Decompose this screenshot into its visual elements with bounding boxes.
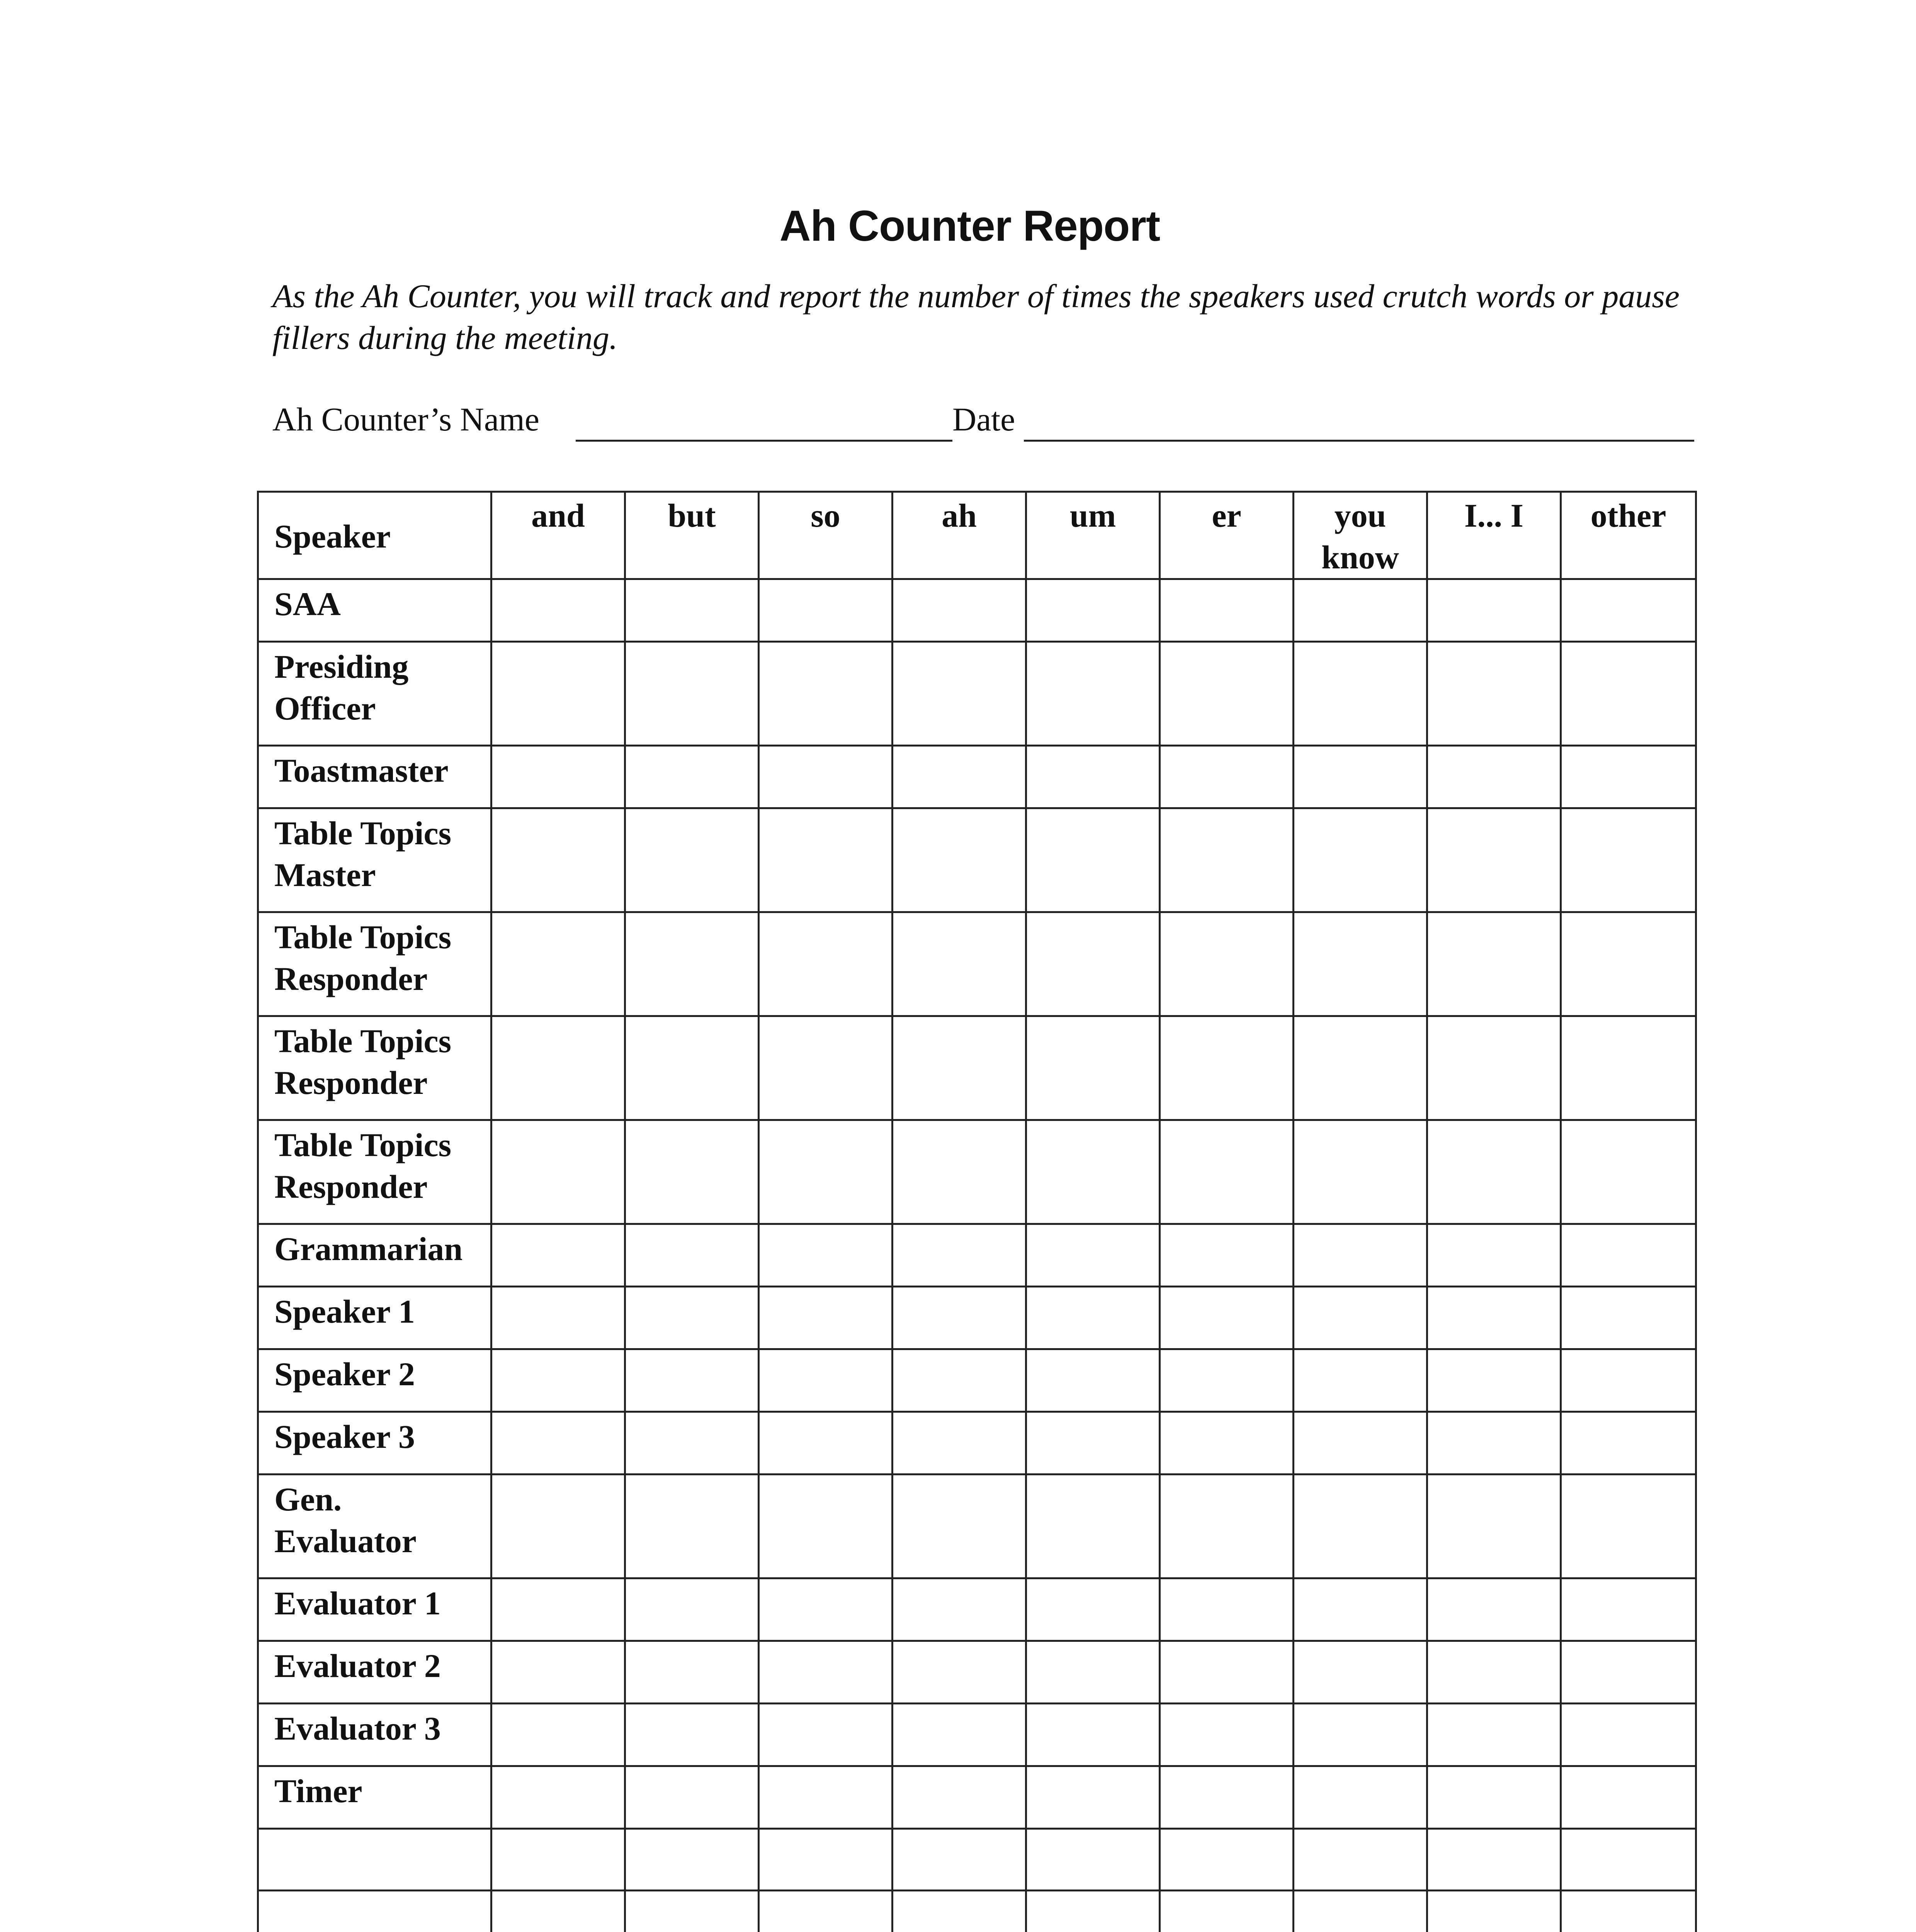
tally-cell[interactable] (625, 912, 759, 1016)
tally-cell[interactable] (1561, 1412, 1696, 1475)
ah-counter-table (257, 491, 1697, 1932)
tally-cell[interactable] (1026, 1120, 1160, 1224)
tally-cell[interactable] (625, 579, 759, 642)
tally-cell[interactable] (1427, 1766, 1561, 1829)
tally-cell[interactable] (1294, 1891, 1427, 1932)
tally-cell[interactable] (1160, 642, 1294, 746)
tally-cell[interactable] (1026, 579, 1160, 642)
tally-cell[interactable] (1026, 1287, 1160, 1349)
speaker-role-cell: Evaluator 2 (258, 1641, 491, 1704)
tally-cell[interactable] (1026, 1829, 1160, 1891)
speaker-role-cell: Presiding Officer (258, 642, 491, 746)
speaker-column-header: Speaker (258, 492, 491, 579)
speaker-role-cell: Grammarian (258, 1224, 491, 1287)
tally-cell[interactable] (625, 1704, 759, 1766)
name-field[interactable] (576, 440, 952, 442)
table-row (258, 1578, 1696, 1641)
tally-cell[interactable] (1160, 579, 1294, 642)
tally-cell[interactable] (1160, 746, 1294, 808)
speaker-role-cell: Timer (258, 1766, 491, 1829)
tally-cell[interactable] (491, 1016, 625, 1120)
tally-cell[interactable] (491, 1287, 625, 1349)
tally-cell[interactable] (625, 1641, 759, 1704)
tally-cell[interactable] (759, 1224, 893, 1287)
tally-cell[interactable] (1427, 1287, 1561, 1349)
tally-cell[interactable] (759, 579, 893, 642)
tally-cell[interactable] (1160, 1120, 1294, 1224)
tally-cell[interactable] (759, 1891, 893, 1932)
tally-cell[interactable] (625, 746, 759, 808)
tally-cell[interactable] (625, 808, 759, 912)
tally-cell[interactable] (1561, 1224, 1696, 1287)
tally-cell[interactable] (1294, 1704, 1427, 1766)
tally-cell[interactable] (1294, 912, 1427, 1016)
column-header: and (491, 492, 625, 579)
tally-cell[interactable] (625, 1412, 759, 1475)
tally-cell[interactable] (1026, 642, 1160, 746)
tally-cell[interactable] (893, 1120, 1026, 1224)
tally-cell[interactable] (1026, 1578, 1160, 1641)
tally-cell[interactable] (1294, 642, 1427, 746)
column-header: er (1160, 492, 1294, 579)
tally-cell[interactable] (893, 1578, 1026, 1641)
date-field[interactable] (1024, 440, 1694, 442)
tally-cell[interactable] (1427, 1224, 1561, 1287)
tally-cell[interactable] (1561, 642, 1696, 746)
tally-cell[interactable] (893, 1704, 1026, 1766)
tally-cell[interactable] (1561, 1120, 1696, 1224)
column-header: other (1561, 492, 1696, 579)
speaker-role-cell: Evaluator 3 (258, 1704, 491, 1766)
tally-cell[interactable] (1561, 1891, 1696, 1932)
tally-cell[interactable] (1294, 1287, 1427, 1349)
tally-cell[interactable] (491, 1641, 625, 1704)
tally-cell[interactable] (893, 1016, 1026, 1120)
tally-cell[interactable] (1026, 1641, 1160, 1704)
tally-cell[interactable] (1294, 1578, 1427, 1641)
table-row (258, 1016, 1696, 1120)
tally-cell[interactable] (1160, 1287, 1294, 1349)
tally-cell[interactable] (1427, 1641, 1561, 1704)
tally-cell[interactable] (1561, 912, 1696, 1016)
tally-cell[interactable] (1427, 746, 1561, 808)
tally-cell[interactable] (1026, 808, 1160, 912)
tally-cell[interactable] (491, 1224, 625, 1287)
tally-cell[interactable] (1026, 1224, 1160, 1287)
tally-cell[interactable] (1160, 1891, 1294, 1932)
speaker-role-cell: Table Topics Responder (258, 912, 491, 1016)
tally-cell[interactable] (625, 1016, 759, 1120)
speaker-role-cell: Speaker 3 (258, 1412, 491, 1475)
tally-cell[interactable] (759, 912, 893, 1016)
tally-cell[interactable] (1160, 1704, 1294, 1766)
tally-cell[interactable] (625, 1224, 759, 1287)
tally-cell[interactable] (1561, 1016, 1696, 1120)
tally-cell[interactable] (893, 1641, 1026, 1704)
tally-cell[interactable] (893, 912, 1026, 1016)
table-row (258, 1891, 1696, 1932)
tally-cell[interactable] (1427, 1578, 1561, 1641)
tally-cell[interactable] (759, 1412, 893, 1475)
tally-cell[interactable] (759, 1016, 893, 1120)
tally-cell[interactable] (759, 1829, 893, 1891)
table-row (258, 1475, 1696, 1578)
tally-cell[interactable] (759, 1766, 893, 1829)
table-row (258, 1287, 1696, 1349)
tally-cell[interactable] (1160, 808, 1294, 912)
tally-cell[interactable] (759, 1641, 893, 1704)
tally-cell[interactable] (491, 1704, 625, 1766)
tally-cell[interactable] (1294, 1412, 1427, 1475)
tally-cell[interactable] (1561, 1475, 1696, 1578)
tally-cell[interactable] (1561, 1578, 1696, 1641)
tally-cell[interactable] (1160, 1349, 1294, 1412)
table-row (258, 808, 1696, 912)
speaker-role-cell: Toastmaster (258, 746, 491, 808)
tally-cell[interactable] (491, 912, 625, 1016)
tally-cell[interactable] (1561, 1766, 1696, 1829)
tally-cell[interactable] (893, 1475, 1026, 1578)
tally-cell[interactable] (1026, 1412, 1160, 1475)
tally-cell[interactable] (625, 1766, 759, 1829)
name-label: Ah Counter’s Name (272, 401, 540, 438)
tally-cell[interactable] (1160, 1016, 1294, 1120)
tally-cell[interactable] (893, 579, 1026, 642)
tally-cell[interactable] (491, 1412, 625, 1475)
tally-cell[interactable] (759, 1578, 893, 1641)
tally-cell[interactable] (1160, 1412, 1294, 1475)
tally-cell[interactable] (1561, 1829, 1696, 1891)
column-header: so (759, 492, 893, 579)
tally-cell[interactable] (1427, 1704, 1561, 1766)
tally-cell[interactable] (1026, 1016, 1160, 1120)
tally-cell[interactable] (1427, 1016, 1561, 1120)
tally-cell[interactable] (1427, 579, 1561, 642)
speaker-role-cell: Table Topics Master (258, 808, 491, 912)
tally-cell[interactable] (1561, 1287, 1696, 1349)
tally-cell[interactable] (1294, 1016, 1427, 1120)
tally-cell[interactable] (1294, 1349, 1427, 1412)
tally-cell[interactable] (625, 1475, 759, 1578)
tally-cell[interactable] (759, 1704, 893, 1766)
speaker-role-cell: Gen. Evaluator (258, 1475, 491, 1578)
tally-cell[interactable] (1026, 912, 1160, 1016)
tally-cell[interactable] (1427, 642, 1561, 746)
speaker-role-cell: Table Topics Responder (258, 1120, 491, 1224)
tally-cell[interactable] (1427, 1829, 1561, 1891)
tally-cell[interactable] (1294, 1641, 1427, 1704)
tally-cell[interactable] (1160, 1224, 1294, 1287)
table-row (258, 1829, 1696, 1891)
tally-cell[interactable] (625, 1120, 759, 1224)
tally-cell[interactable] (1026, 746, 1160, 808)
page-title: Ah Counter Report (779, 202, 1160, 250)
tally-cell[interactable] (1427, 1120, 1561, 1224)
tally-cell[interactable] (625, 1349, 759, 1412)
tally-cell[interactable] (1427, 1891, 1561, 1932)
tally-cell[interactable] (625, 1891, 759, 1932)
tally-cell[interactable] (1561, 746, 1696, 808)
tally-cell[interactable] (759, 1349, 893, 1412)
tally-cell[interactable] (625, 1578, 759, 1641)
tally-cell[interactable] (1427, 1475, 1561, 1578)
tally-cell[interactable] (893, 1766, 1026, 1829)
tally-cell[interactable] (1561, 1704, 1696, 1766)
tally-cell[interactable] (1294, 1475, 1427, 1578)
table-row (258, 1412, 1696, 1475)
table-row (258, 1120, 1696, 1224)
tally-cell[interactable] (759, 1475, 893, 1578)
instructions-text: As the Ah Counter, you will track and report the number of times the speakers used crutch words or pause fillers during the meeting. (272, 277, 1680, 356)
column-header: but (625, 492, 759, 579)
table-row (258, 1224, 1696, 1287)
tally-cell[interactable] (491, 746, 625, 808)
speaker-role-cell (258, 1891, 491, 1932)
tally-cell[interactable] (1160, 912, 1294, 1016)
tally-cell[interactable] (491, 1349, 625, 1412)
table-row (258, 1641, 1696, 1704)
tally-cell[interactable] (491, 808, 625, 912)
tally-cell[interactable] (759, 642, 893, 746)
form-header-fields (272, 398, 1694, 448)
table-row (258, 642, 1696, 746)
tally-cell[interactable] (1294, 1829, 1427, 1891)
tally-cell[interactable] (1160, 1766, 1294, 1829)
tally-cell[interactable] (1427, 1349, 1561, 1412)
tally-cell[interactable] (1160, 1475, 1294, 1578)
tally-cell[interactable] (625, 1829, 759, 1891)
column-header: um (1026, 492, 1160, 579)
tally-cell[interactable] (893, 1891, 1026, 1932)
tally-cell[interactable] (1561, 808, 1696, 912)
speaker-role-cell: Table Topics Responder (258, 1016, 491, 1120)
tally-cell[interactable] (1427, 1412, 1561, 1475)
tally-cell[interactable] (1294, 1766, 1427, 1829)
tally-cell[interactable] (1160, 1829, 1294, 1891)
tally-cell[interactable] (625, 1287, 759, 1349)
column-header: ah (893, 492, 1026, 579)
tally-cell[interactable] (759, 1120, 893, 1224)
tally-cell[interactable] (759, 1287, 893, 1349)
tally-cell[interactable] (893, 1287, 1026, 1349)
speaker-role-cell: Evaluator 1 (258, 1578, 491, 1641)
tally-cell[interactable] (893, 808, 1026, 912)
tally-cell[interactable] (1427, 912, 1561, 1016)
tally-cell[interactable] (893, 1349, 1026, 1412)
tally-cell[interactable] (1026, 1475, 1160, 1578)
tally-cell[interactable] (1026, 1891, 1160, 1932)
tally-cell[interactable] (1427, 808, 1561, 912)
tally-cell[interactable] (491, 1766, 625, 1829)
tally-cell[interactable] (625, 642, 759, 746)
table-header-row (258, 492, 1696, 579)
tally-cell[interactable] (759, 808, 893, 912)
tally-cell[interactable] (893, 1224, 1026, 1287)
speaker-role-cell: Speaker 2 (258, 1349, 491, 1412)
table-body (258, 579, 1696, 1932)
tally-cell[interactable] (491, 1120, 625, 1224)
tally-cell[interactable] (1160, 1578, 1294, 1641)
table-row (258, 579, 1696, 642)
tally-cell[interactable] (1561, 579, 1696, 642)
tally-cell[interactable] (1561, 1349, 1696, 1412)
tally-cell[interactable] (893, 1412, 1026, 1475)
tally-cell[interactable] (1026, 1766, 1160, 1829)
speaker-role-cell: SAA (258, 579, 491, 642)
tally-cell[interactable] (893, 1829, 1026, 1891)
tally-cell[interactable] (491, 1829, 625, 1891)
table-row (258, 746, 1696, 808)
column-header: you know (1294, 492, 1427, 579)
date-label: Date (952, 401, 1015, 438)
tally-cell[interactable] (491, 642, 625, 746)
tally-cell[interactable] (1294, 746, 1427, 808)
tally-cell[interactable] (1561, 1641, 1696, 1704)
tally-cell[interactable] (1294, 579, 1427, 642)
tally-cell[interactable] (491, 1891, 625, 1932)
speaker-role-cell: Speaker 1 (258, 1287, 491, 1349)
tally-cell[interactable] (893, 746, 1026, 808)
tally-cell[interactable] (759, 746, 893, 808)
table-row (258, 1704, 1696, 1766)
tally-cell[interactable] (1026, 1704, 1160, 1766)
table-row (258, 912, 1696, 1016)
table-row (258, 1766, 1696, 1829)
tally-cell[interactable] (1294, 1224, 1427, 1287)
column-header: I... I (1427, 492, 1561, 579)
tally-cell[interactable] (1294, 1120, 1427, 1224)
speaker-role-cell (258, 1829, 491, 1891)
tally-cell[interactable] (1160, 1641, 1294, 1704)
table-row (258, 1349, 1696, 1412)
tally-cell[interactable] (491, 1578, 625, 1641)
tally-cell[interactable] (893, 642, 1026, 746)
tally-cell[interactable] (1294, 808, 1427, 912)
tally-cell[interactable] (491, 579, 625, 642)
tally-cell[interactable] (491, 1475, 625, 1578)
tally-cell[interactable] (1026, 1349, 1160, 1412)
